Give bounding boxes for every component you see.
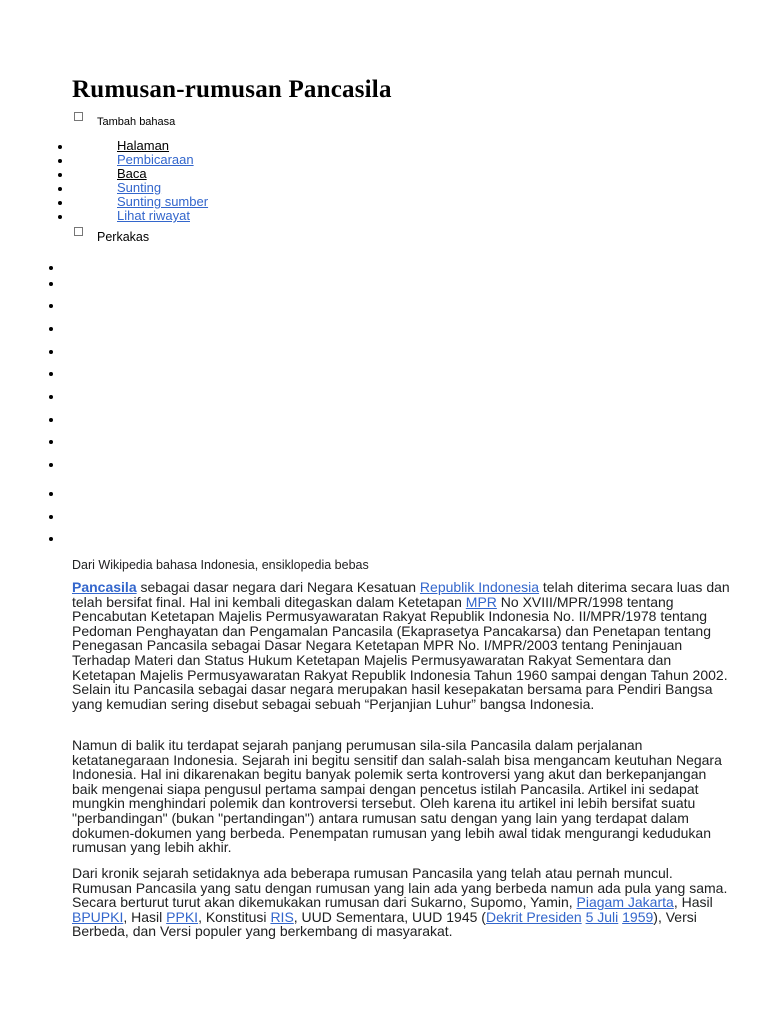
dekrit-presiden-link[interactable]: Dekrit Presiden	[485, 908, 582, 925]
nav-pembicaraan-link[interactable]: Pembicaraan	[117, 152, 194, 167]
empty-list-bullet	[49, 440, 53, 444]
chronicle-paragraph	[72, 866, 732, 939]
nav-halaman-link[interactable]: Halaman	[117, 138, 170, 153]
intro-paragraph	[72, 580, 732, 711]
empty-list-bullet	[49, 537, 53, 541]
bpupki-link[interactable]: BPUPKI	[72, 908, 124, 925]
paragraph-text: , Hasil	[673, 894, 713, 911]
paragraph-text: , Konstitusi	[198, 908, 271, 925]
mpr-link[interactable]: MPR	[465, 593, 497, 610]
bullet-icon	[58, 173, 62, 177]
empty-list-bullet	[49, 282, 53, 286]
language-checkbox[interactable]	[74, 112, 83, 121]
paragraph-text: sebagai dasar negara dari Negara Kesatuan	[136, 579, 420, 595]
5-juli-link[interactable]: 5 Juli	[585, 908, 619, 925]
paragraph-text: , Hasil	[123, 908, 167, 925]
empty-list-bullet	[49, 463, 53, 467]
pancasila-link[interactable]: Pancasila	[72, 579, 137, 595]
paragraph-text: Dari kronik sejarah setidaknya ada beberapa rumusan Pancasila yang telah atau pernah muncul. Rumusan Pancasila yang satu dengan rumusan yang lain ada yang berbeda namun ada pula yang sama. Secara berturut turut akan dikemukakan rumusan dari Sukarno, Supomo, Yamin,	[72, 865, 728, 911]
paragraph-text: telah diterima secara luas dan telah bersifat final. Hal ini kembali ditegaskan dalam Ketetapan	[72, 579, 730, 610]
language-toggle-label[interactable]: Tambah bahasa	[97, 116, 176, 128]
empty-list-bullet	[49, 350, 53, 354]
piagam-jakarta-link[interactable]: Piagam Jakarta	[576, 894, 674, 911]
1959-link[interactable]: 1959	[622, 908, 654, 925]
nav-baca-link[interactable]: Baca	[117, 166, 147, 181]
bullet-icon	[58, 201, 62, 205]
nav-sunting-link[interactable]: Sunting	[117, 180, 162, 195]
paragraph-text: No XVIII/MPR/1998 tentang Pencabutan Ketetapan Majelis Permusyawaratan Rakyat Republik Indonesia No. II/MPR/1978 tentang Pedoman Penghayatan dan Pengamalan Pancasila (Ekaprasetya Pancakarsa) dan Penetapan tentang Penegasan Pancasila sebagai Dasar Negara Ketetapan MPR No. I/MPR/2003 tentang Peninjauan Terhadap Materi dan Status Hukum Ketetapan Majelis Permusyawaratan Rakyat Sementara dan Ketetapan Majelis Permusyawaratan Rakyat Republik Indonesia Tahun 1960 sampai dengan Tahun 2002. Selain itu Pancasila sebagai dasar negara merupakan hasil kesepakatan bersama para Pendiri Bangsa yang kemudian sering disebut sebagai sebuah “Perjanjian Luhur” bangsa Indonesia.	[72, 593, 728, 712]
paragraph-text: , UUD Sementara, UUD 1945 (	[293, 908, 486, 925]
tools-toggle-label[interactable]: Perkakas	[97, 230, 150, 244]
empty-list-bullet	[49, 395, 53, 399]
empty-list-bullet	[49, 327, 53, 331]
tools-checkbox[interactable]	[74, 227, 83, 236]
bullet-icon	[58, 187, 62, 191]
bullet-icon	[58, 159, 62, 163]
empty-list-bullet	[49, 304, 53, 308]
nav-lihat-riwayat-link[interactable]: Lihat riwayat	[117, 208, 190, 223]
history-paragraph: Namun di balik itu terdapat sejarah panjang perumusan sila-sila Pancasila dalam perjalanan ketatanegaraan Indonesia. Sejarah ini begitu sensitif dan salah-salah bisa mengancam keutuhan Negara Indonesia. Hal ini dikarenakan begitu banyak polemik serta kontroversi yang akut dan berkepanjangan baik mengenai siapa pengusul pertama sampai dengan pencetus istilah Pancasila. Artikel ini sedapat mungkin menghindari polemik dan kontroversi tersebut. Oleh karena itu artikel ini lebih bersifat suatu "perbandingan" (bukan "pertandingan") antara rumusan satu dengan yang lain yang terdapat dalam dokumen-dokumen yang berbeda. Penempatan rumusan yang lebih awal tidak mengurangi kedudukan rumusan yang lebih akhir.	[72, 737, 722, 856]
site-tagline: Dari Wikipedia bahasa Indonesia, ensiklopedia bebas	[72, 558, 369, 572]
republik-indonesia-link[interactable]: Republik Indonesia	[419, 579, 540, 595]
page-title: Rumusan-rumusan Pancasila	[72, 76, 392, 103]
paragraph-text: ), Versi Berbeda, dan Versi populer yang berkembang di masyarakat.	[72, 908, 697, 940]
empty-list-bullet	[49, 418, 53, 422]
bullet-icon	[58, 145, 62, 149]
empty-list-bullet	[49, 492, 53, 496]
ris-link[interactable]: RIS	[270, 908, 294, 925]
bullet-icon	[58, 215, 62, 219]
nav-sunting-sumber-link[interactable]: Sunting sumber	[117, 194, 209, 209]
ppki-link[interactable]: PPKI	[166, 908, 199, 925]
empty-list-bullet	[49, 515, 53, 519]
empty-list-bullet	[49, 266, 53, 270]
empty-list-bullet	[49, 372, 53, 376]
